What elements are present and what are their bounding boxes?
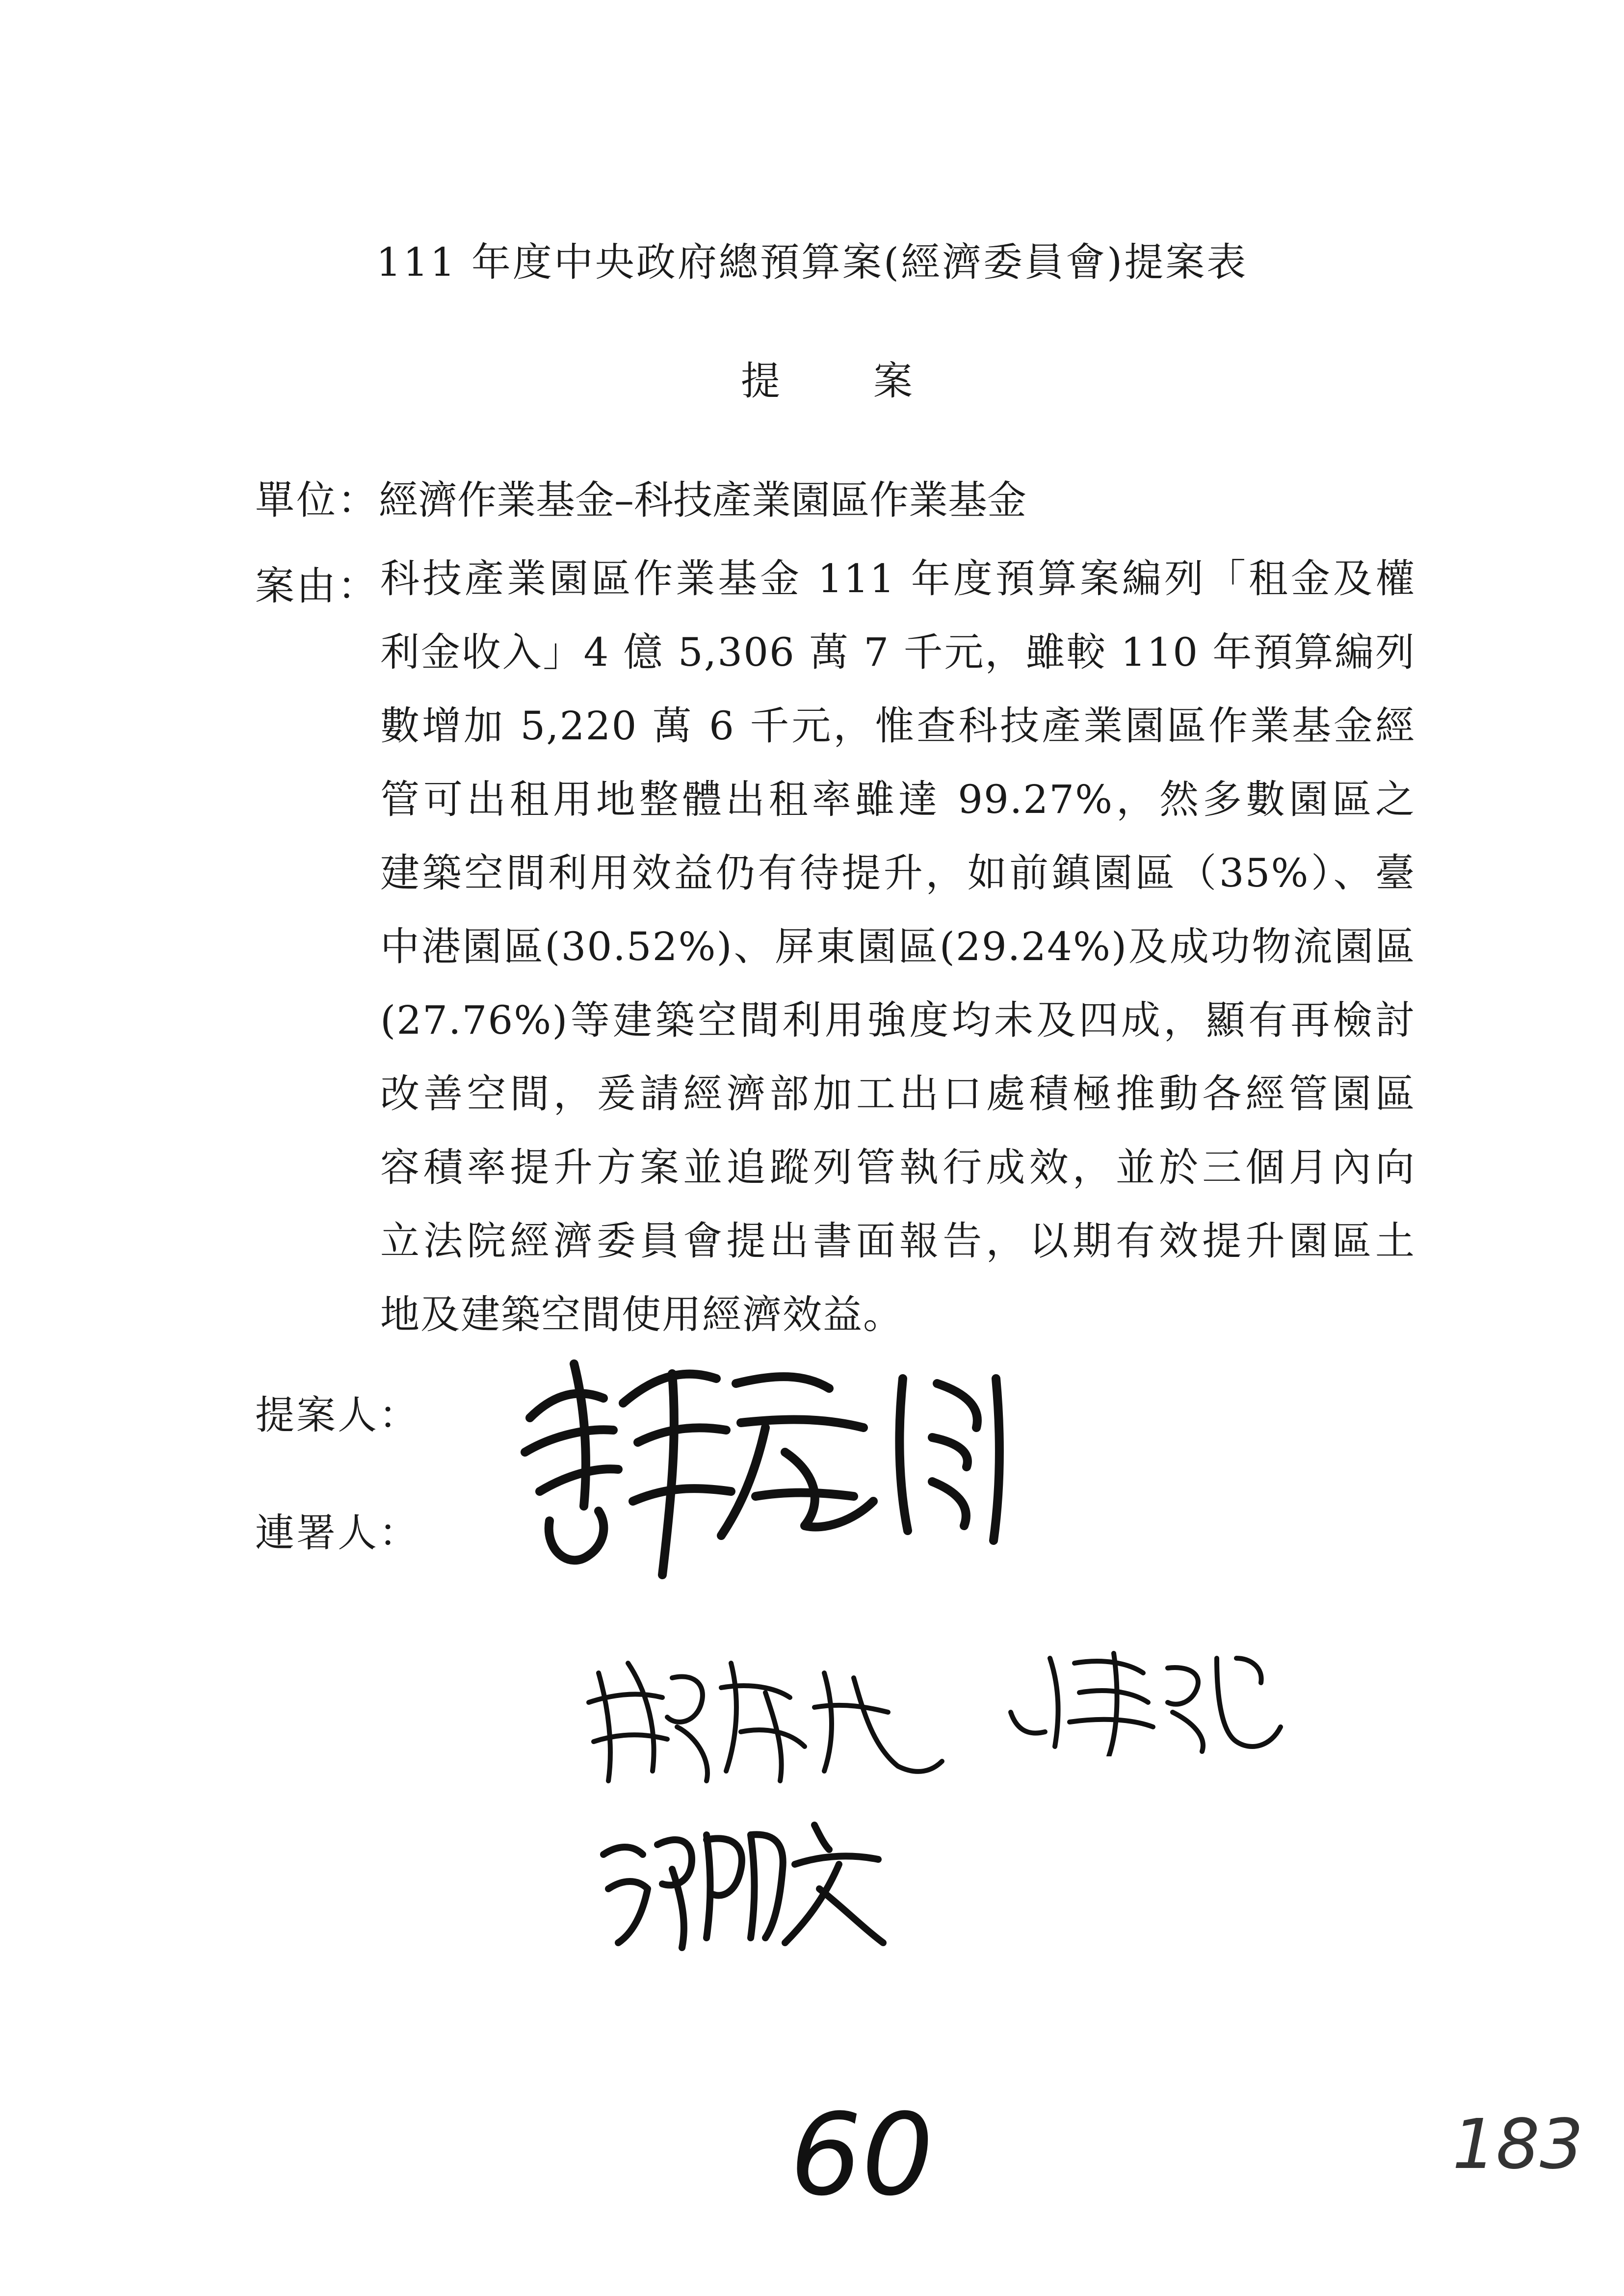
reason-line: 立法院經濟委員會提出書面報告，以期有效提升園區土 — [380, 1218, 1415, 1264]
proposer-signature — [510, 1344, 1030, 1599]
unit-value: 經濟作業基金–科技產業園區作業基金 — [379, 477, 1026, 523]
cosigner-row — [255, 1501, 420, 1558]
proposer-row — [255, 1383, 420, 1440]
unit-row — [255, 469, 1026, 525]
reason-line: 中港園區(30.52%)、屏東園區(29.24%)及成功物流園區 — [380, 924, 1415, 969]
cosigner-signature-2 — [981, 1629, 1285, 1756]
reason-line: 利金收入」4 億 5,306 萬 7 千元，雖較 110 年預算編列 — [380, 629, 1415, 675]
reason-line: 科技產業園區作業基金 111 年度預算案編列「租金及權 — [380, 556, 1415, 601]
reason-line: 地及建築空間使用經濟效益。 — [380, 1292, 903, 1337]
document-subtitle: 提案 — [741, 358, 1006, 404]
page-number: 60 — [790, 2090, 934, 2221]
archive-number: 183 — [1452, 2105, 1584, 2185]
reason-line: (27.76%)等建築空間利用強度均未及四成，顯有再檢討 — [380, 997, 1415, 1043]
cosigner-signature-3 — [589, 1805, 893, 1953]
reason-label: 案由： — [255, 563, 379, 609]
reason-line: 管可出租用地整體出租率雖達 99.27%，然多數園區之 — [380, 777, 1415, 822]
unit-label: 單位： — [255, 477, 379, 523]
reason-line: 建築空間利用效益仍有待提升，如前鎮園區（35%）、臺 — [380, 850, 1415, 896]
reason-body — [380, 554, 1415, 1364]
reason-label-row — [255, 554, 379, 611]
reason-line: 改善空間，爰請經濟部加工出口處積極推動各經管園區 — [380, 1071, 1415, 1117]
reason-line: 數增加 5,220 萬 6 千元，惟查科技產業園區作業基金經 — [380, 703, 1415, 749]
document-title: 111 年度中央政府總預算案(經濟委員會)提案表 — [376, 239, 1248, 285]
proposer-label: 提案人： — [255, 1392, 420, 1438]
cosigner-signature-1 — [579, 1634, 952, 1791]
reason-line: 容積率提升方案並追蹤列管執行成效，並於三個月內向 — [380, 1145, 1415, 1190]
cosigner-label: 連署人： — [255, 1510, 420, 1556]
